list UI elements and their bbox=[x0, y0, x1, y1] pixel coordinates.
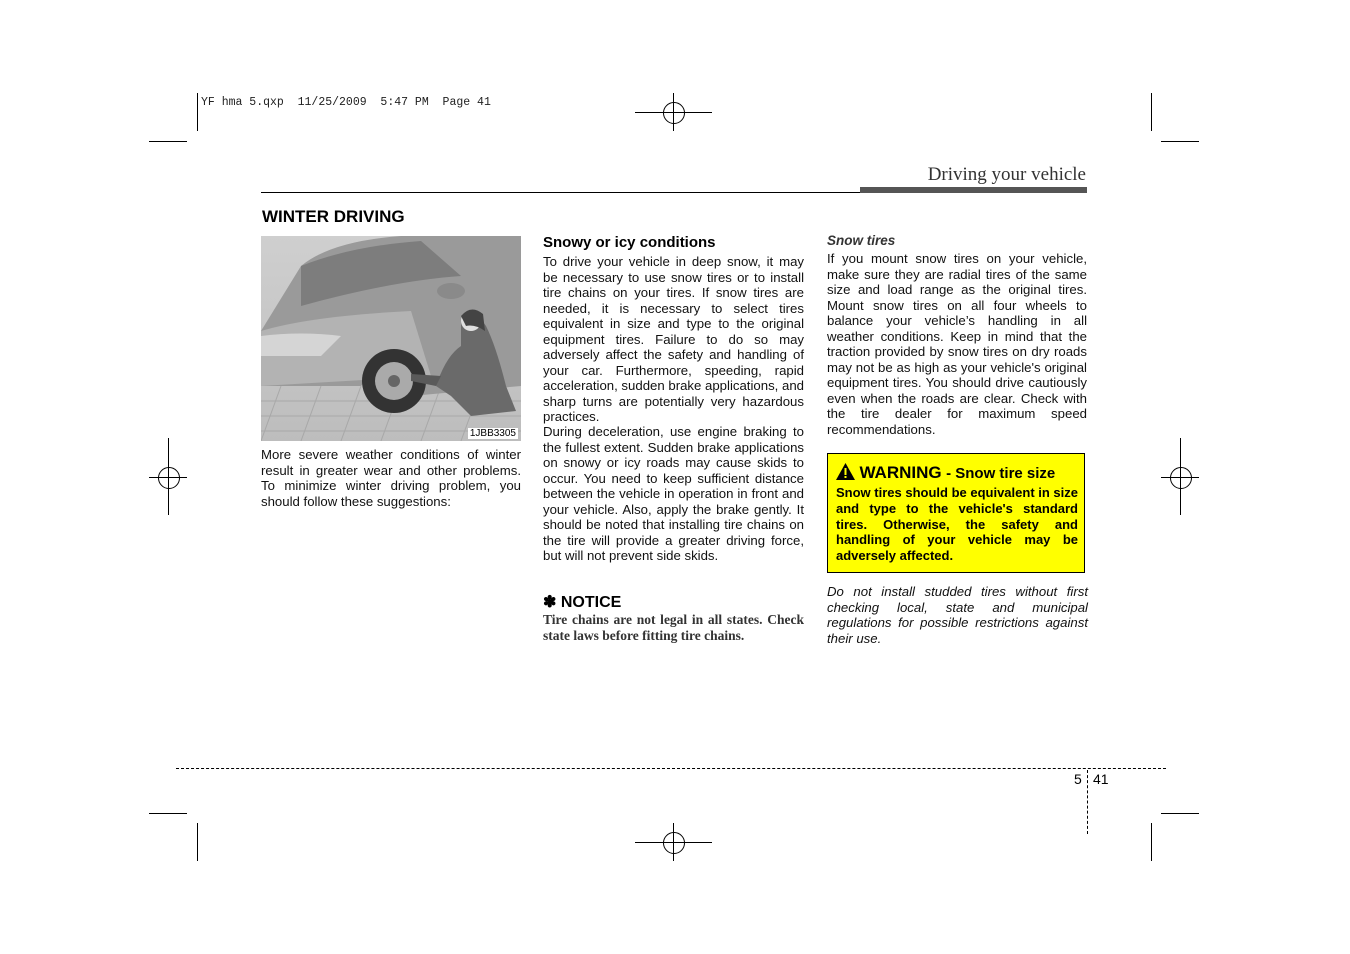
crop-mark bbox=[149, 141, 187, 142]
footer-dashed-rule bbox=[176, 768, 1166, 769]
crop-mark bbox=[1151, 823, 1152, 861]
snowy-paragraph-2: During deceleration, use engine braking to the fullest extent. Sudden brake applications on snowy or icy roads may cause skids to occur. You need to keep sufficient distance between the vehicle in operation in front and your vehicle. Also, apply the brake gently. It should be noted that installing tire chains on the tire will provide a greater driving force, but will not prevent side skids. bbox=[543, 424, 804, 563]
slug-line: YF hma 5.qxp 11/25/2009 5:47 PM Page 41 bbox=[201, 96, 491, 109]
studded-tires-note: Do not install studded tires without first checking local, state and municipal regulations for possible restrictions against their use. bbox=[827, 584, 1088, 646]
warning-label: WARNING bbox=[859, 463, 942, 482]
snowy-conditions-heading: Snowy or icy conditions bbox=[543, 234, 716, 251]
chapter-number: 5 bbox=[1074, 771, 1082, 787]
snow-tires-paragraph: If you mount snow tires on your vehicle, make sure they are radial tires of the same size and load range as the original tires. Mount snow tires on all four wheels to balance your vehicle’s handling in all weather conditions. Keep in mind that the traction provided by snow tires on dry roads may not be as high as your vehicle's original equipment tires. You should drive cautiously even when the roads are clear. Check with the tire dealer for maximum speed recommendations. bbox=[827, 251, 1087, 437]
warning-triangle-icon bbox=[836, 463, 855, 480]
crop-mark bbox=[197, 93, 198, 131]
crop-mark bbox=[1151, 93, 1152, 131]
warning-text: Snow tires should be equivalent in size and type to the vehicle's standard tires. Otherwise, the safety and handling of your vehicle may be adversely affected. bbox=[836, 485, 1078, 564]
notice-text: Tire chains are not legal in all states. Check state laws before fitting tire chains. bbox=[543, 612, 804, 643]
notice-star-icon: ✽ bbox=[543, 594, 557, 611]
warning-box bbox=[827, 453, 1085, 573]
notice-heading bbox=[543, 592, 621, 612]
car-tire-chain-image bbox=[261, 236, 521, 441]
crop-mark bbox=[1161, 141, 1199, 142]
section-title: WINTER DRIVING bbox=[262, 207, 405, 226]
crop-mark bbox=[1161, 813, 1199, 814]
snow-tires-heading: Snow tires bbox=[827, 233, 896, 248]
warning-title bbox=[836, 463, 1055, 483]
header-bar bbox=[860, 187, 1087, 193]
snowy-paragraph-1: To drive your vehicle in deep snow, it may be necessary to use snow tires or to install tire chains on your tires. If snow tires are needed, it is necessary to select tires equivalent in size and type to the original equipment tires. Failure to do so may adversely affect the safety and handling of your car. Furthermore, speeding, rapid acceleration, sudden brake applications, and sharp turns are potentially very hazardous practices. bbox=[543, 254, 804, 424]
crop-mark bbox=[149, 813, 187, 814]
intro-paragraph: More severe weather conditions of winter result in greater wear and other problems. To minimize winter driving problem, you should follow these suggestions: bbox=[261, 447, 521, 509]
page-number: 41 bbox=[1093, 771, 1109, 787]
running-header-title: Driving your vehicle bbox=[927, 164, 1086, 185]
winter-driving-illustration bbox=[261, 236, 521, 441]
crop-mark bbox=[197, 823, 198, 861]
figure-code: 1JBB3305 bbox=[469, 428, 516, 439]
footer-vertical-dash bbox=[1087, 770, 1088, 834]
notice-label: NOTICE bbox=[560, 594, 622, 611]
warning-subtitle: - Snow tire size bbox=[946, 465, 1056, 482]
